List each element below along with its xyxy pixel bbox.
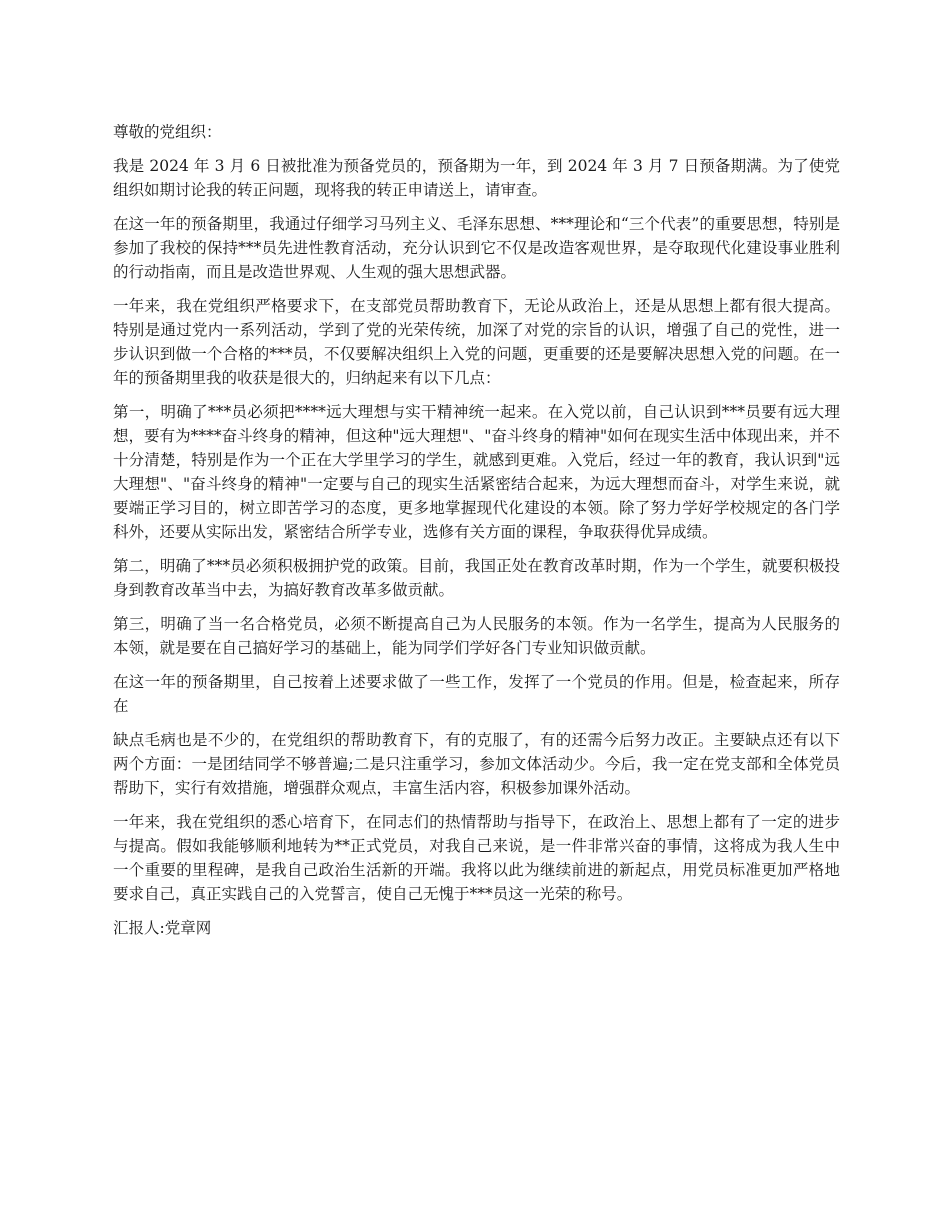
document-page	[113, 120, 840, 950]
paragraph-2: 在这一年的预备期里，我通过仔细学习马列主义、毛泽东思想、***理论和“三个代表”的重要思想，特别是参加了我校的保持***员先进性教育活动，充分认识到它不仅是改造客观世界，是夺取现代化建设事业胜利的行动指南，而且是改造世界观、人生观的强大思想武器。	[113, 215, 840, 281]
paragraph-5: 第二，明确了***员必须积极拥护党的政策。目前，我国正处在教育改革时期，作为一个学生，就要积极投身到教育改革当中去，为搞好教育改革多做贡献。	[113, 557, 840, 599]
paragraph-1: 我是 2024 年 3 月 6 日被批准为预备党员的，预备期为一年，到 2024 年 3 月 7 日预备期满。为了使党组织如期讨论我的转正问题，现将我的转正申请送上，请审查。	[113, 157, 840, 199]
paragraph-4: 第一，明确了***员必须把****远大理想与实干精神统一起来。在入党以前，自己认识到***员要有远大理想，要有为****奋斗终身的精神，但这种"远大理想"、"奋斗终身的精神"如何在现实生活中体现出来，并不十分清楚，特别是作为一个正在大学里学习的学生，就感到更难。入党后，经过一年的教育，我认识到"远大理想"、"奋斗终身的精神"一定要与自己的现实生活紧密结合起来，为远大理想而奋斗，对学生来说，就要端正学习目的，树立即苦学习的态度，更多地掌握现代化建设的本领。除了努力学好学校规定的各门学科外，还要从实际出发，紧密结合所学专业，选修有关方面的课程，争取获得优异成绩。	[113, 403, 840, 541]
paragraph-8: 缺点毛病也是不少的，在党组织的帮助教育下，有的克服了，有的还需今后努力改正。主要缺点还有以下两个方面：一是团结同学不够普遍;二是只注重学习，参加文体活动少。今后，我一定在党支部和全体党员帮助下，实行有效措施，增强群众观点，丰富生活内容，积极参加课外活动。	[113, 731, 840, 797]
paragraph-9: 一年来，我在党组织的悉心培育下，在同志们的热情帮助与指导下，在政治上、思想上都有了一定的进步与提高。假如我能够顺利地转为**正式党员，对我自己来说，是一件非常兴奋的事情，这将成为我人生中一个重要的里程碑，是我自己政治生活新的开端。我将以此为继续前进的新起点，用党员标准更加严格地要求自己，真正实践自己的入党誓言，使自己无愧于***员这一光荣的称号。	[113, 813, 840, 903]
paragraph-7: 在这一年的预备期里，自己按着上述要求做了一些工作，发挥了一个党员的作用。但是，检查起来，所存在	[113, 673, 840, 715]
salutation: 尊敬的党组织：	[113, 123, 222, 141]
paragraph-6: 第三，明确了当一名合格党员，必须不断提高自己为人民服务的本领。作为一名学生，提高为人民服务的本领，就是要在自己搞好学习的基础上，能为同学们学好各门专业知识做贡献。	[113, 615, 840, 657]
signature: 汇报人:党章网	[113, 919, 212, 937]
paragraph-3: 一年来，我在党组织严格要求下，在支部党员帮助教育下，无论从政治上，还是从思想上都有很大提高。特别是通过党内一系列活动，学到了党的光荣传统，加深了对党的宗旨的认识，增强了自己的党性，进一步认识到做一个合格的***员，不仅要解决组织上入党的问题，更重要的还是要解决思想入党的问题。在一年的预备期里我的收获是很大的，归纳起来有以下几点：	[113, 297, 840, 387]
